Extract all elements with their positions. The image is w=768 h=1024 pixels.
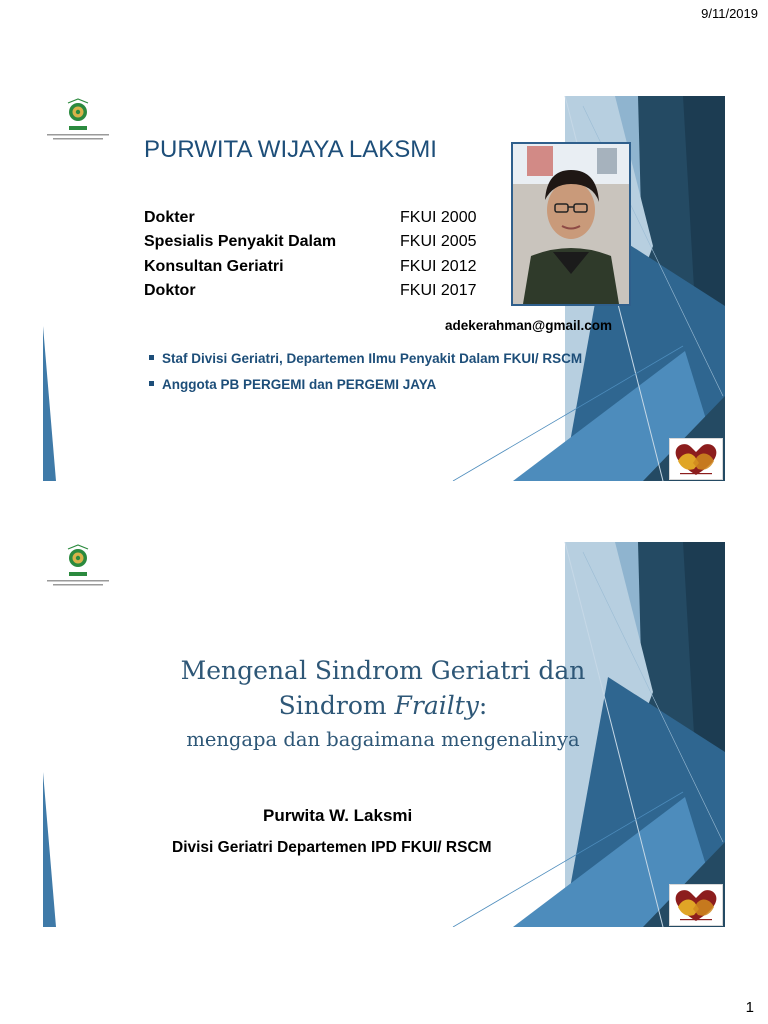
- credential-year: FKUI 2000: [400, 209, 477, 226]
- square-bullet-icon: [149, 355, 154, 360]
- page-number: 1: [745, 999, 754, 1016]
- credential-row: [144, 206, 476, 230]
- bullet-list: [149, 346, 582, 398]
- page-date: 9/11/2019: [701, 6, 758, 21]
- speaker-name: PURWITA WIJAYA LAKSMI: [144, 136, 437, 163]
- presenter-name: Purwita W. Laksmi: [263, 806, 413, 825]
- credential-role: Doktor: [144, 281, 196, 299]
- slide-speaker-profile: [43, 96, 725, 481]
- slide-title: [43, 542, 725, 927]
- title-line-2-prefix: Sindrom: [278, 691, 395, 720]
- credentials-table: [144, 206, 476, 303]
- bullet-item: [149, 372, 582, 398]
- credential-role: Konsultan Geriatri: [144, 257, 284, 275]
- credential-year: FKUI 2005: [400, 233, 477, 251]
- contact-email: adekerahman@gmail.com: [445, 318, 612, 333]
- hands-heart-badge: [669, 438, 723, 480]
- credential-year: FKUI 2012: [400, 257, 477, 275]
- title-line-2: [279, 691, 488, 720]
- square-bullet-icon: [149, 381, 154, 386]
- credential-row: [144, 279, 476, 303]
- bullet-text: Staf Divisi Geriatri, Departemen Ilmu Penyakit Dalam FKUI/ RSCM: [162, 351, 583, 366]
- credential-role: Dokter: [144, 209, 195, 226]
- credential-year: FKUI 2017: [400, 281, 477, 299]
- bullet-text: Anggota PB PERGEMI dan PERGEMI JAYA: [162, 377, 437, 392]
- speaker-photo: [511, 142, 631, 306]
- presentation-title: [153, 653, 613, 723]
- presentation-subtitle: mengapa dan bagaimana mengenalinya: [186, 728, 580, 751]
- title-line-2-suffix: :: [478, 691, 488, 720]
- credential-role: Spesialis Penyakit Dalam: [144, 233, 337, 251]
- pergemi-logo: [43, 542, 113, 602]
- credential-row: [144, 230, 476, 254]
- pergemi-logo: [43, 96, 113, 156]
- title-italic-term: Frailty: [394, 691, 479, 720]
- credential-row: [144, 255, 476, 279]
- hands-heart-badge: [669, 884, 723, 926]
- presenter-affiliation: Divisi Geriatri Departemen IPD FKUI/ RSCM: [172, 839, 492, 856]
- title-line-1: Mengenal Sindrom Geriatri dan: [180, 656, 586, 685]
- bullet-item: [149, 346, 582, 372]
